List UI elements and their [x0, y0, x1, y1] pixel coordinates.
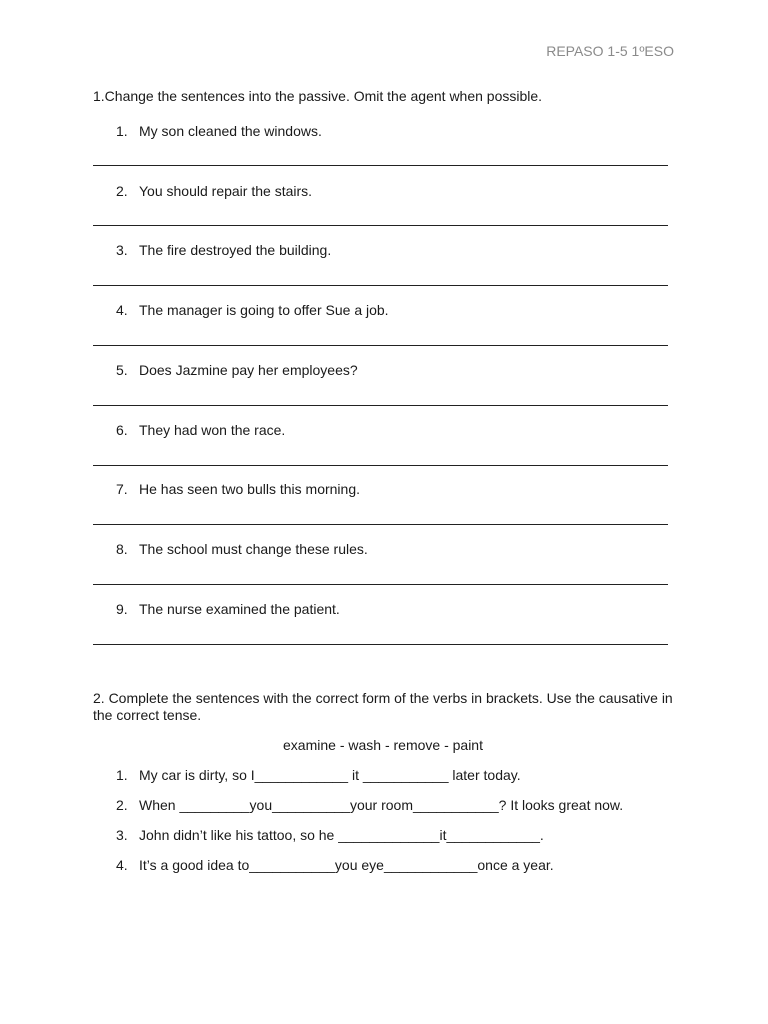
item-number: 3.	[116, 827, 128, 843]
item-number: 1.	[116, 767, 128, 783]
item-text: John didn’t like his tattoo, so he _____________it____________.	[139, 827, 544, 843]
item-number: 8.	[116, 541, 128, 557]
item-number: 3.	[116, 242, 128, 258]
exercise1-item-8	[116, 541, 368, 557]
answer-line-9	[93, 644, 668, 645]
answer-line-5	[93, 405, 668, 406]
answer-line-6	[93, 465, 668, 466]
item-text: The nurse examined the patient.	[139, 601, 340, 617]
item-text: My car is dirty, so I____________ it ___________ later today.	[139, 767, 521, 783]
item-text: You should repair the stairs.	[139, 183, 313, 199]
exercise1-item-7	[116, 481, 360, 497]
item-number: 6.	[116, 422, 128, 438]
exercise2-item-2	[116, 797, 623, 813]
section1-instruction: 1.Change the sentences into the passive. Omit the agent when possible.	[93, 88, 543, 104]
item-text: When _________you__________your room___________? It looks great now.	[139, 797, 624, 813]
item-number: 4.	[116, 857, 128, 873]
exercise1-item-4	[116, 302, 389, 318]
item-number: 2.	[116, 797, 128, 813]
exercise1-item-9	[116, 601, 340, 617]
item-text: Does Jazmine pay her employees?	[139, 362, 358, 378]
exercise2-item-1	[116, 767, 521, 783]
exercise1-item-6	[116, 422, 285, 438]
answer-line-4	[93, 345, 668, 346]
exercise1-item-5	[116, 362, 358, 378]
item-text: The school must change these rules.	[139, 541, 368, 557]
item-number: 4.	[116, 302, 128, 318]
answer-line-7	[93, 524, 668, 525]
answer-line-8	[93, 584, 668, 585]
exercise1-item-1	[116, 123, 322, 139]
answer-line-1	[93, 165, 668, 166]
item-number: 2.	[116, 183, 128, 199]
exercise2-item-3	[116, 827, 544, 843]
item-text: The manager is going to offer Sue a job.	[139, 302, 389, 318]
document-header: REPASO 1-5 1ºESO	[546, 43, 674, 59]
item-text: My son cleaned the windows.	[139, 123, 322, 139]
item-text: It’s a good idea to___________you eye____________once a year.	[139, 857, 554, 873]
exercise1-item-2	[116, 183, 312, 199]
answer-line-2	[93, 225, 668, 226]
exercise2-item-4	[116, 857, 554, 873]
section2-instruction: 2. Complete the sentences with the correct form of the verbs in brackets. Use the causative in the correct tense.	[93, 690, 673, 723]
item-text: The fire destroyed the building.	[139, 242, 332, 258]
item-number: 9.	[116, 601, 128, 617]
word-bank: examine - wash - remove - paint	[283, 737, 483, 753]
item-text: He has seen two bulls this morning.	[139, 481, 360, 497]
item-text: They had won the race.	[139, 422, 286, 438]
item-number: 7.	[116, 481, 128, 497]
item-number: 5.	[116, 362, 128, 378]
answer-line-3	[93, 285, 668, 286]
item-number: 1.	[116, 123, 128, 139]
exercise1-item-3	[116, 242, 331, 258]
